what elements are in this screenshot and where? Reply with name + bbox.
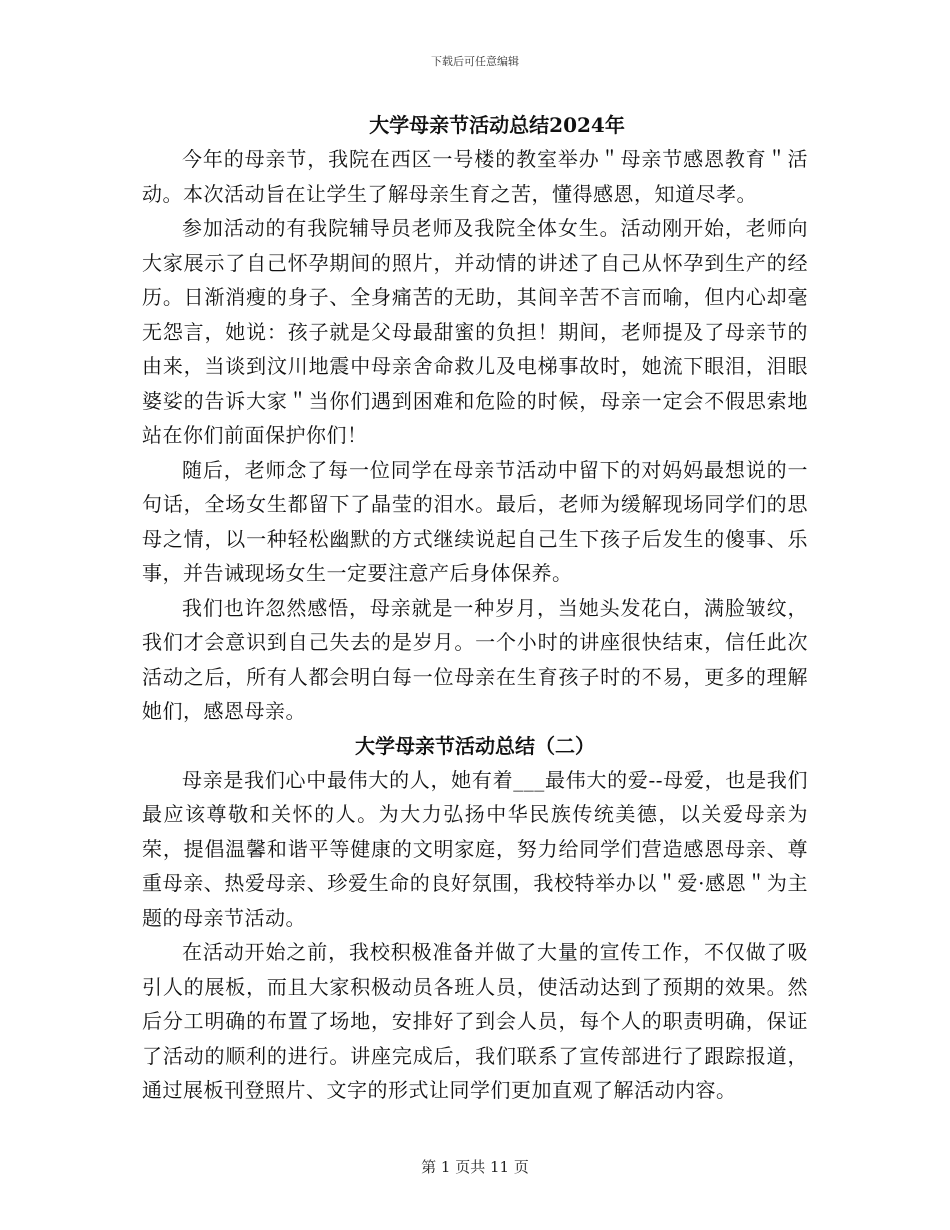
section1-paragraph-3: 随后，老师念了每一位同学在母亲节活动中留下的对妈妈最想说的一句话，全场女生都留下了晶莹的泪水。最后，老师为缓解现场同学们的思母之情，以一种轻松幽默的方式继续说起自己生下孩子后发生的傻事、乐事，并告诫现场女生一定要注意产后身体保养。 [142, 457, 808, 585]
section2-paragraph-1: 母亲是我们心中最伟大的人，她有着___最伟大的爱--母爱，也是我们最应该尊敬和关怀的人。为大力弘扬中华民族传统美德，以关爱母亲为荣，提倡温馨和谐平等健康的文明家庭，努力给同学们营造感恩母亲、尊重母亲、热爱母亲、珍爱生命的良好氛围，我校特举办以＂爱·感恩＂为主题的母亲节活动。 [142, 767, 808, 930]
page-number-footer: 第 1 页共 11 页 [421, 1158, 529, 1176]
document-body [142, 108, 808, 1108]
header-note: 下载后可任意编辑 [431, 55, 519, 68]
section1-paragraph-1: 今年的母亲节，我院在西区一号楼的教室举办＂母亲节感恩教育＂活动。本次活动旨在让学生了解母亲生育之苦，懂得感恩，知道尽孝。 [142, 147, 808, 206]
section2-paragraph-2: 在活动开始之前，我校积极准备并做了大量的宣传工作，不仅做了吸引人的展板，而且大家积极动员各班人员，使活动达到了预期的效果。然后分工明确的布置了场地，安排好了到会人员，每个人的职责明确，保证了活动的顺利的进行。讲座完成后，我们联系了宣传部进行了跟踪报道，通过展板刊登照片、文字的形式让同学们更加直观了解活动内容。 [142, 940, 808, 1102]
section1-paragraph-4: 我们也许忽然感悟，母亲就是一种岁月，当她头发花白，满脸皱纹，我们才会意识到自己失去的是岁月。一个小时的讲座很快结束，信任此次活动之后，所有人都会明白每一位母亲在生育孩子时的不易，更多的理解她们，感恩母亲。 [142, 595, 808, 723]
section1-title: 大学母亲节活动总结2024年 [369, 113, 625, 137]
section2-title: 大学母亲节活动总结（二） [355, 733, 595, 758]
section1-paragraph-2: 参加活动的有我院辅导员老师及我院全体女生。活动刚开始，老师向大家展示了自己怀孕期间的照片，并动情的讲述了自己从怀孕到生产的经历。日渐消瘦的身子、全身痛苦的无助，其间辛苦不言而喻，但内心却毫无怨言，她说：孩子就是父母最甜蜜的负担！期间，老师提及了母亲节的由来，当谈到汶川地震中母亲舍命救儿及电梯事故时，她流下眼泪，泪眼婆娑的告诉大家＂当你们遇到困难和危险的时候，母亲一定会不假思索地站在你们前面保护你们！ [142, 216, 808, 447]
